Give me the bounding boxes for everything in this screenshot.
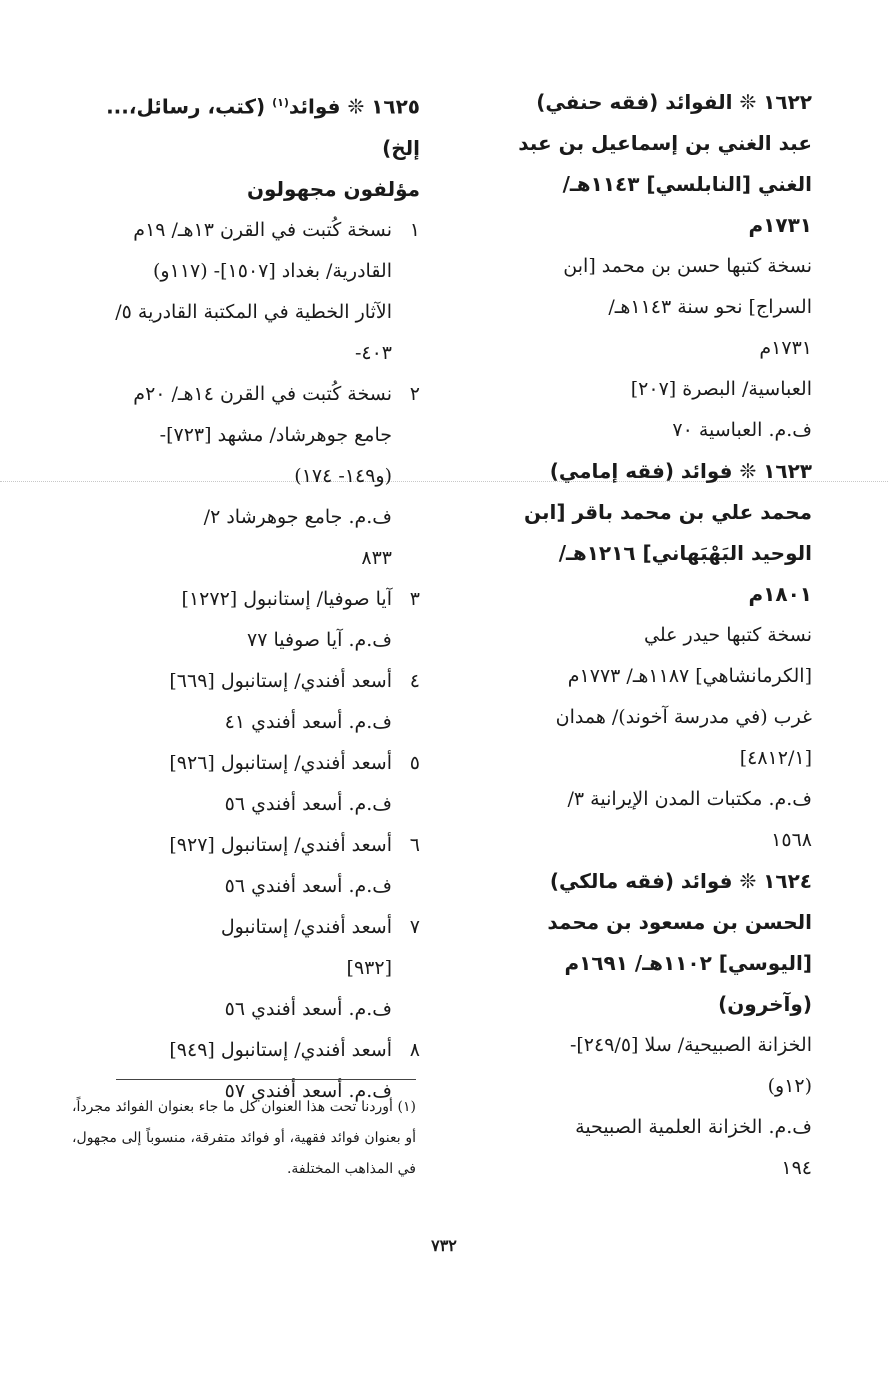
item-line: أسعد أفندي/ إستانبول [٩٤٩] [169, 1038, 392, 1061]
item-number: ٨ [409, 1038, 420, 1061]
item-line: أسعد أفندي/ إستانبول [٩٢٧] [169, 833, 392, 856]
author-line: ١٨٠١م [748, 582, 812, 606]
author-line: عبد الغني بن إسماعيل بن عبد [518, 131, 812, 155]
item-number: ٦ [409, 833, 420, 856]
page-number: ٧٣٢ [431, 1236, 457, 1255]
location-line: (١٢و) [767, 1075, 812, 1097]
heading-main: ١٦٢٥ ❊ فوائد [288, 94, 420, 119]
catalog-line: ف.م. مكتبات المدن الإيرانية ٣/ [567, 788, 812, 810]
item-line: ف.م. أسعد أفندي ٥٦ [224, 874, 392, 897]
authors-line: مؤلفون مجهولون [246, 176, 420, 201]
item-line: ٨٣٣ [361, 546, 392, 569]
item-line: ٤٠٣- [354, 341, 392, 364]
author-line: (وآخرون) [718, 992, 812, 1016]
author-line: الغني [النابلسي] ١١٤٣هـ/ [562, 172, 812, 196]
item-line: نسخة كُتبت في القرن ١٣هـ/ ١٩م [133, 218, 392, 241]
item-line: ف.م. أسعد أفندي ٥٧ [224, 1079, 392, 1102]
item-line: ف.م. أسعد أفندي ٥٦ [224, 792, 392, 815]
catalog-line: ف.م. الخزانة العلمية الصبيحية [575, 1116, 812, 1138]
entry-heading: ١٦٢٣ ❊ فوائد (فقه إمامي) [549, 459, 812, 483]
manuscript-item [68, 825, 420, 907]
entry-heading [68, 82, 420, 128]
entry-1622 [512, 82, 812, 451]
location-line: العباسية/ البصرة [٢٠٧] [630, 378, 812, 400]
item-line: ف.م. أسعد أفندي ٤١ [224, 710, 392, 733]
manuscript-item [68, 374, 420, 579]
item-line: أسعد أفندي/ إستانبول [220, 915, 392, 938]
copy-line: نسخة كتبها حسن بن محمد [ابن [563, 255, 812, 277]
manuscript-item [68, 743, 420, 825]
copy-line: السراج] نحو سنة ١١٤٣هـ/ [608, 296, 812, 318]
footnote: (١) أوردنا تحت هذا العنوان كل ما جاء بعنوان الفوائد مجرداً، أو بعنوان فوائد فقهية، أو فوائد متفرقة، منسوباً إلى مجهول، في المذاهب المختلفة. [72, 1099, 416, 1177]
catalog-line: ١٩٤ [781, 1157, 812, 1179]
manuscript-item [68, 661, 420, 743]
item-number: ٧ [409, 915, 420, 938]
item-line: (و١٤٩- ١٧٤) [294, 464, 392, 487]
footnote-divider [116, 1079, 416, 1080]
item-line: جامع جوهرشاد/ مشهد [٧٢٣]- [159, 423, 392, 446]
catalog-line: ف.م. العباسية ٧٠ [672, 419, 812, 441]
item-line: نسخة كُتبت في القرن ١٤هـ/ ٢٠م [133, 382, 392, 405]
entry-heading: ١٦٢٤ ❊ فوائد (فقه مالكي) [549, 869, 812, 893]
location-line: غرب (في مدرسة آخوند)/ همدان [555, 706, 812, 728]
entry-1624 [512, 861, 812, 1189]
item-line: أسعد أفندي/ إستانبول [٩٢٦] [169, 751, 392, 774]
author-line: محمد علي بن محمد باقر [ابن [524, 500, 812, 524]
author-line: الوحيد البَهْبَهاني] ١٢١٦هـ/ [558, 541, 812, 565]
item-line: ف.م. آيا صوفيا ٧٧ [247, 628, 392, 651]
item-number: ٢ [409, 382, 420, 405]
heading-rest: (كتب، رسائل،... [106, 94, 273, 119]
item-line: أسعد أفندي/ إستانبول [٦٦٩] [169, 669, 392, 692]
author-line: ١٧٣١م [748, 213, 812, 237]
author-line: [اليوسي] ١١٠٢هـ/ ١٦٩١م [564, 951, 812, 975]
item-number: ٥ [409, 751, 420, 774]
item-line: ف.م. أسعد أفندي ٥٦ [224, 997, 392, 1020]
copy-line: نسخة كتبها حيدر علي [644, 624, 812, 646]
item-line: الآثار الخطية في المكتبة القادرية ٥/ [115, 300, 392, 323]
location-line: الخزانة الصبيحية/ سلا [٢٤٩/٥]- [569, 1034, 812, 1056]
right-column [512, 82, 812, 1189]
entry-heading-continued: إلخ) [382, 135, 420, 160]
catalog-line: ١٥٦٨ [771, 829, 812, 851]
copy-line: [الكرمانشاهي] ١١٨٧هـ/ ١٧٧٣م [567, 665, 812, 687]
item-line: آيا صوفيا/ إستانبول [١٢٧٢] [181, 587, 392, 610]
author-line: الحسن بن مسعود بن محمد [547, 910, 812, 934]
left-column [68, 82, 420, 1112]
manuscript-item [68, 907, 420, 1030]
entry-heading: ١٦٢٢ ❊ الفوائد (فقه حنفي) [536, 90, 812, 114]
item-number: ٣ [409, 587, 420, 610]
item-line: [٩٣٢] [346, 956, 392, 979]
entry-1623 [512, 451, 812, 861]
manuscript-item [68, 579, 420, 661]
copy-line: ١٧٣١م [759, 337, 812, 359]
item-number: ٤ [409, 669, 420, 692]
manuscript-item [68, 210, 420, 374]
item-line: ف.م. جامع جوهرشاد ٢/ [203, 505, 392, 528]
item-line: القادرية/ بغداد [١٥٠٧]- (١١٧و) [153, 259, 392, 282]
footnote-marker: (١) [272, 96, 289, 109]
location-line: [٤٨١٢/١] [739, 747, 812, 769]
item-number: ١ [409, 218, 420, 241]
